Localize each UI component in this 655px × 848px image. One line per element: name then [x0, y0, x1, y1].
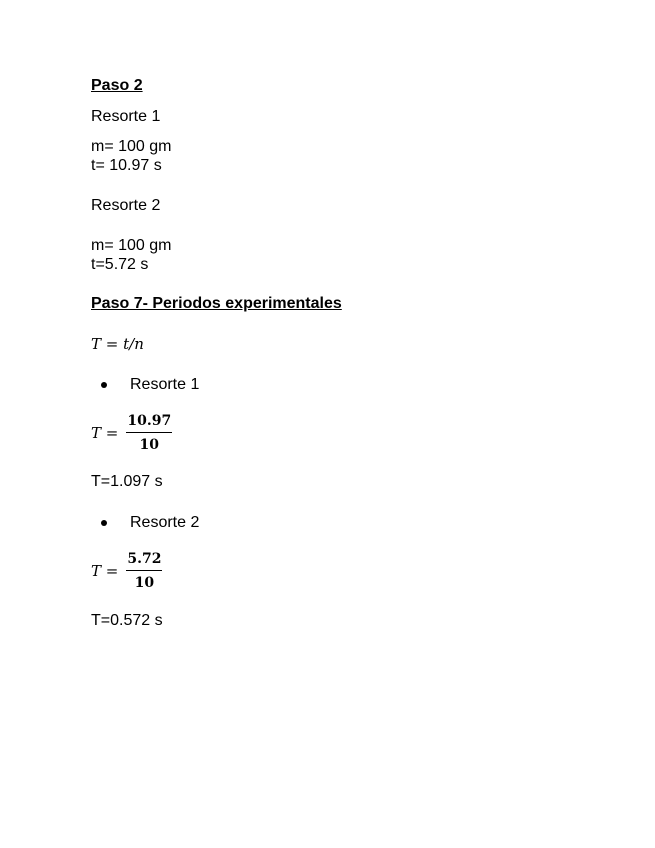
equation-lhs: T =	[91, 424, 119, 442]
fraction	[126, 412, 172, 454]
list-item-resorte-2	[115, 513, 199, 533]
fraction-bar	[126, 432, 172, 433]
result-resorte-1: T=1.097 s	[91, 473, 163, 490]
resorte-1-label: Resorte 1	[91, 108, 161, 125]
resorte-2-label: Resorte 2	[91, 197, 161, 214]
resorte-1-time: t= 10.97 s	[91, 157, 162, 174]
paso-2-heading: Paso 2	[91, 77, 143, 94]
resorte-2-mass: m= 100 gm	[91, 237, 172, 254]
paso-7-heading: Paso 7- Periodos experimentales	[91, 295, 342, 312]
equation-resorte-2	[91, 550, 162, 592]
fraction-denominator: 10	[134, 575, 155, 591]
bullet-icon	[101, 520, 107, 526]
fraction	[126, 550, 162, 592]
resorte-1-mass: m= 100 gm	[91, 138, 172, 155]
list-item-resorte-1	[115, 375, 199, 395]
equation-lhs: T =	[91, 562, 119, 580]
resorte-2-time: t=5.72 s	[91, 256, 149, 273]
list-item-label: Resorte 1	[130, 376, 200, 393]
result-resorte-2: T=0.572 s	[91, 612, 163, 629]
equation-resorte-1	[91, 412, 172, 454]
fraction-bar	[126, 570, 162, 571]
list-item-label: Resorte 2	[130, 514, 200, 531]
fraction-numerator: 5.72	[127, 551, 162, 567]
fraction-denominator: 10	[139, 437, 159, 453]
bullet-icon	[101, 382, 107, 388]
period-formula: T = t/n	[91, 335, 144, 353]
fraction-numerator: 10.97	[127, 413, 172, 429]
